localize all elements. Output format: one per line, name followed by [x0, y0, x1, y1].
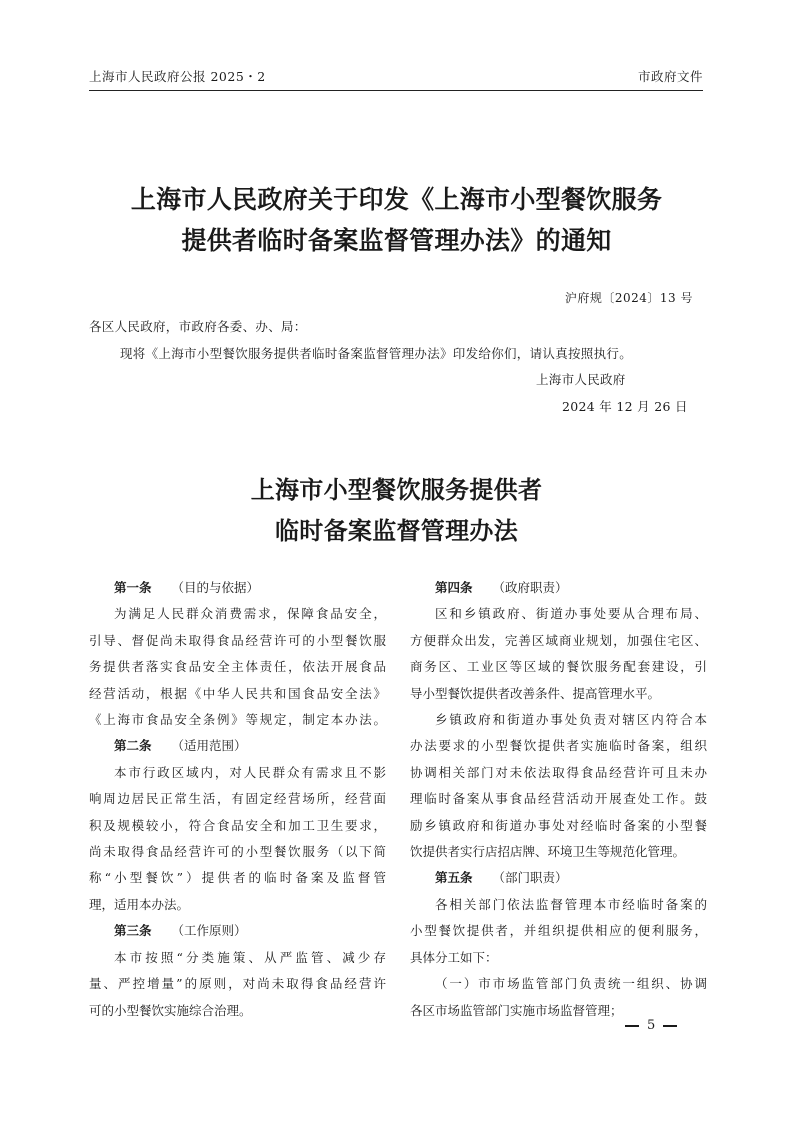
notice-title-line2: 提供者临时备案监督管理办法》的通知: [181, 226, 612, 255]
text-line: 励乡镇政府和街道办事处对经临时备案的小型餐: [410, 817, 707, 833]
text-line: 区和乡镇政府、街道办事处要从合理布局、: [435, 606, 707, 622]
page-number: [625, 1018, 677, 1033]
text-line: 引导、督促尚未取得食品经营许可的小型餐饮服: [89, 632, 386, 648]
text-line: 响周边居民正常生活，有固定经营场所，经营面: [89, 791, 386, 807]
header-publication: 上海市人民政府公报 2025・2: [89, 69, 266, 84]
article-2-heading: [89, 733, 386, 759]
header-section: 市政府文件: [637, 69, 703, 84]
text-line: 称“小型餐饮”）提供者的临时备案及监督管: [89, 870, 386, 886]
article-topic: （适用范围）: [171, 738, 247, 754]
article-topic: （政府职责）: [492, 580, 568, 595]
issue-date: 2024 年 12 月 26 日: [562, 399, 688, 414]
text-line: 小型餐饮提供者，并组织提供相应的便利服务，: [410, 923, 707, 939]
text-line: 本市按照“分类施策、从严监管、减少存: [114, 949, 386, 965]
article-number: 第三条: [114, 923, 152, 939]
text-line: 导小型餐饮提供者改善条件、提高管理水平。: [410, 685, 661, 701]
article-3-heading: [89, 918, 386, 944]
text-line: 各区市场监管部门实施市场监督管理；: [410, 1002, 623, 1018]
text-line: 商务区、工业区等区域的餐饮服务配套建设，引: [410, 659, 707, 675]
article-1-heading: [89, 575, 386, 601]
text-line: 协调相关部门对未依法取得食品经营许可且未办: [410, 764, 707, 780]
article-5-heading: [410, 865, 707, 891]
text-line: 理，适用本办法。: [89, 896, 190, 912]
page-number-value: 5: [647, 1018, 656, 1033]
article-number: 第五条: [435, 870, 473, 886]
text-line: （一）市市场监管部门负责统一组织、协调: [435, 976, 707, 992]
dash-right: [663, 1025, 677, 1027]
article-number: 第二条: [114, 738, 152, 754]
text-line: 量、严控增量”的原则，对尚未取得食品经营许: [89, 976, 386, 992]
text-line: 积及规模较小，符合食品安全和加工卫生要求，: [89, 817, 386, 833]
text-line: 经营活动，根据《中华人民共和国食品安全法》: [89, 685, 386, 701]
regulation-title-line2: 临时备案监督管理办法: [275, 516, 518, 545]
article-number: 第一条: [114, 580, 152, 595]
article-4-heading: [410, 575, 707, 601]
right-column: [410, 575, 707, 1024]
dash-left: [625, 1025, 639, 1027]
article-topic: （工作原则）: [171, 923, 247, 939]
text-line: 理临时备案从事食品经营活动开展查处工作。鼓: [410, 791, 707, 807]
article-number: 第四条: [435, 580, 473, 595]
text-line: 乡镇政府和街道办事处负责对辖区内符合本: [435, 712, 707, 728]
text-line: 饮提供者实行店招店牌、环境卫生等规范化管理。: [410, 844, 686, 860]
text-line: 为满足人民群众消费需求，保障食品安全，: [114, 606, 386, 622]
regulation-title-line1: 上海市小型餐饮服务提供者: [250, 475, 543, 504]
text-line: 本市行政区域内，对人民群众有需求且不影: [114, 764, 386, 780]
article-topic: （目的与依据）: [171, 580, 260, 595]
text-line: 务提供者落实食品安全主体责任，依法开展食品: [89, 659, 386, 675]
left-column: [89, 575, 386, 1024]
article-topic: （部门职责）: [492, 870, 568, 886]
text-line: 尚未取得食品经营许可的小型餐饮服务（以下简: [89, 844, 386, 860]
header-divider: [89, 90, 703, 91]
addressee: 各区人民政府，市政府各委、办、局：: [89, 319, 307, 334]
document-number: 沪府规〔2024〕13 号: [564, 291, 693, 305]
text-line: 方便群众出发，完善区域商业规划，加强住宅区、: [410, 632, 707, 648]
text-line: 具体分工如下：: [410, 949, 498, 965]
issuer: 上海市人民政府: [536, 372, 626, 387]
text-line: 可的小型餐饮实施综合治理。: [89, 1002, 252, 1018]
notice-title-line1: 上海市人民政府关于印发《上海市小型餐饮服务: [130, 185, 663, 214]
text-line: 办法要求的小型餐饮提供者实施临时备案，组织: [410, 738, 707, 754]
text-line: 《上海市食品安全条例》等规定，制定本办法。: [89, 712, 386, 728]
text-line: 各相关部门依法监督管理本市经临时备案的: [435, 896, 707, 912]
notice-body: 现将《上海市小型餐饮服务提供者临时备案监督管理办法》印发给你们，请认真按照执行。: [120, 346, 633, 361]
